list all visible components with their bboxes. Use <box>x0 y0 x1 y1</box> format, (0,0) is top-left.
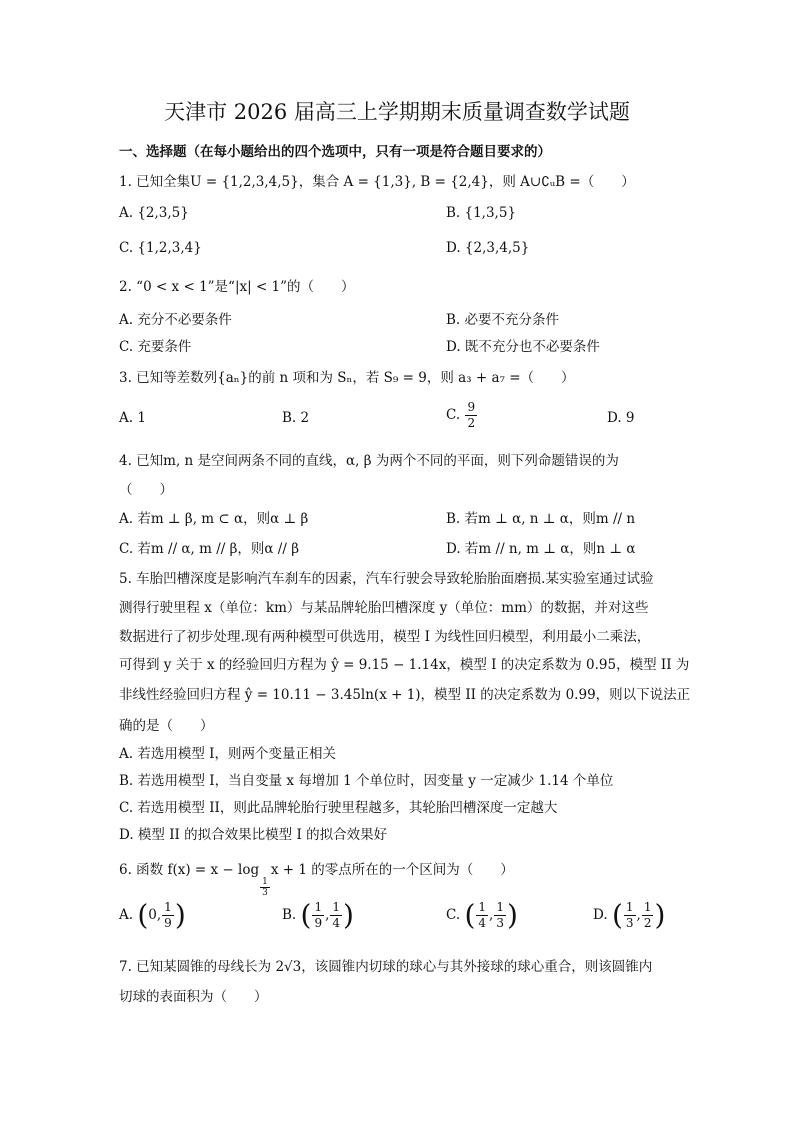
q2-option-a: A. 充分不必要条件 <box>119 312 232 328</box>
q2-stem: 2. “0 < x < 1”是“|x| < 1”的（ ） <box>119 279 355 295</box>
q3-option-a: A. 1 <box>119 410 146 426</box>
q5-option-a: A. 若选用模型 I，则两个变量正相关 <box>119 746 336 762</box>
q7-line-1: 7. 已知某圆锥的母线长为 2√3，该圆锥内切球的球心与其外接球的球心重合，则该圆锥内 <box>119 959 653 975</box>
q2-option-d: D. 既不充分也不必要条件 <box>446 339 600 355</box>
q1-option-c: C. {1,2,3,4} <box>119 240 202 256</box>
q6-stem: 6. 函数 f(x) = x − log $\frac{1}{3}$ x + 1 的零点所在的一个区间为（ ） <box>119 862 514 898</box>
q5-option-b: B. 若选用模型 I，当自变量 x 每增加 1 个单位时，因变量 y 一定减少 1.14 个单位 <box>119 773 614 789</box>
page-title: 天津市 2026 届高三上学期期末质量调查数学试题 <box>164 100 630 124</box>
q6-option-c: C. ( $\frac{1}{4}$ , $\frac{1}{3}$ ) <box>446 898 518 932</box>
q3-option-b: B. 2 <box>282 410 310 426</box>
fraction: $\frac{9}{2}$ <box>467 400 476 430</box>
q1-stem: 1. 已知全集U = {1,2,3,4,5}，集合 A = {1,3}, B = {2,4}，则 A∪∁ᵤB =（ ） <box>119 174 635 190</box>
q2-option-b: B. 必要不充分条件 <box>446 312 560 328</box>
q5-line-2: 测得行驶里程 x（单位：km）与某品牌轮胎凹槽深度 y（单位：mm）的数据，并对这些 <box>119 600 649 616</box>
q5-line-1: 5. 车胎凹槽深度是影响汽车刹车的因素，汽车行驶会导致轮胎胎面磨损.某实验室通过试验 <box>119 571 654 587</box>
q4-stem-paren: （ ） <box>119 482 173 498</box>
q5-option-d: D. 模型 II 的拟合效果比模型 I 的拟合效果好 <box>119 827 388 843</box>
q4-stem: 4. 已知m, n 是空间两条不同的直线，α, β 为两个不同的平面，则下列命题错误的为 <box>119 453 619 469</box>
q4-option-c: C. 若m // α, m // β，则α // β <box>119 541 299 557</box>
q3-stem: 3. 已知等差数列{aₙ}的前 n 项和为 Sₙ，若 S₉ = 9，则 a₃ + a₇ =（ ） <box>119 370 575 386</box>
q5-line-3: 数据进行了初步处理.现有两种模型可供选用，模型 I 为线性回归模型，利用最小二乘法， <box>119 629 651 645</box>
q1-option-a: A. {2,3,5} <box>119 205 189 221</box>
q4-option-a: A. 若m ⊥ β, m ⊂ α，则α ⊥ β <box>119 511 309 527</box>
q7-line-2: 切球的表面积为（ ） <box>119 989 268 1005</box>
q5-line-4: 可得到 y 关于 x 的经验回归方程为 ŷ = 9.15 − 1.14x，模型 I 的决定系数为 0.95，模型 II 为 <box>119 657 690 673</box>
q4-option-b: B. 若m ⊥ α, n ⊥ α，则m // n <box>446 511 636 527</box>
q5-line-5: 非线性经验回归方程 ŷ = 10.11 − 3.45ln(x + 1)，模型 II 的决定系数为 0.99，则以下说法正 <box>119 687 691 703</box>
q3-option-d: D. 9 <box>607 410 635 426</box>
q1-option-d: D. {2,3,4,5} <box>446 240 530 256</box>
q5-option-c: C. 若选用模型 II，则此品牌轮胎行驶里程越多，其轮胎凹槽深度一定越大 <box>119 800 558 816</box>
q6-option-b: B. ( $\frac{1}{9}$ , $\frac{1}{4}$ ) <box>282 898 354 932</box>
q6-option-d: D. ( $\frac{1}{3}$ , $\frac{1}{2}$ ) <box>593 898 666 932</box>
q1-option-b: B. {1,3,5} <box>446 205 517 221</box>
q3-option-c: C. $\frac{9}{2}$ <box>446 400 476 430</box>
log-base-fraction: $\frac{1}{3}$ <box>262 877 268 898</box>
q4-option-d: D. 若m // n, m ⊥ α，则n ⊥ α <box>446 541 636 557</box>
q6-option-a: A. (0, $\frac{1}{9}$ ) <box>119 898 186 932</box>
q2-option-c: C. 充要条件 <box>119 339 192 355</box>
q5-line-6: 确的是（ ） <box>119 718 214 734</box>
section-heading: 一、选择题（在每小题给出的四个选项中，只有一项是符合题目要求的） <box>119 144 551 160</box>
